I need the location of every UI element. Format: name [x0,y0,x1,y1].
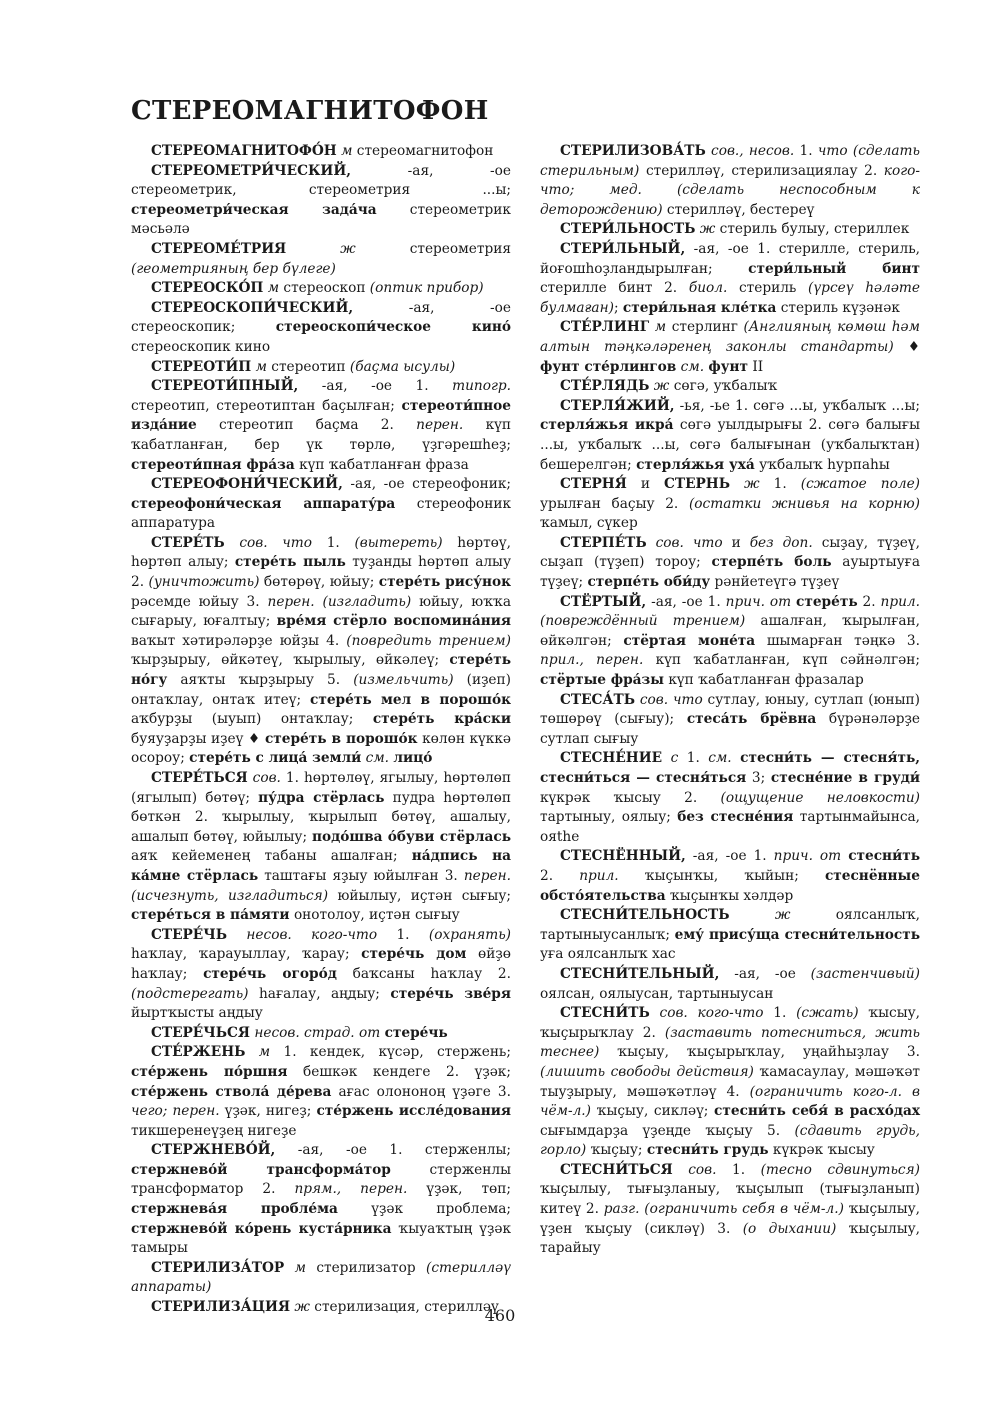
dictionary-entry [131,534,511,769]
entry-grammar-note: м [263,280,280,297]
entry-headword: СТЕ́РЛЯДЬ [560,378,650,395]
entry-text: туҙанды һөртөп алыу 2. [131,554,511,591]
entry-text: күп ҡабатланған, күп сәйнәлгән; [643,652,920,669]
entry-grammar-note: с [662,750,679,767]
entry-text: буяуҙарҙы иҙеү ♦ [131,730,265,747]
entry-text: стериль [727,280,809,297]
entry-text: стерлинг [666,319,744,336]
entry-grammar-note: ж [649,378,670,395]
entry-example: стержнево́й ко́рень куста́рника [131,1220,392,1237]
entry-text: оялсан, оялыусан, тартыныусан [540,985,774,1002]
entry-text: күкрәк ҡысыу 2. [540,789,721,806]
entry-example: ему́ прису́ща стесни́тельность [674,926,920,943]
entry-text: өйҙө һаҡлау; [131,946,511,982]
entry-example: стержнева́я пробле́ма [131,1201,338,1218]
dictionary-entry [540,142,920,220]
page-number: 460 [484,1306,516,1325]
entry-grammar-note: ж [729,907,791,924]
dictionary-entry [540,534,920,593]
entry-headword: СТЕРПЕ́ТЬ [560,534,647,551]
entry-grammar-note: (үрсеү һәләте булмаған) [540,280,921,316]
entry-text: урылған баҫыу 2. [540,495,689,512]
dictionary-entry [540,965,920,1004]
entry-text: -ая, -ое [719,965,811,982]
entry-headword: СТЕРНЬ [663,476,731,493]
entry-text: стереотип баҫма 2. [196,417,417,434]
entry-text: аҡбурҙы (ыуып) онтаҡлау; [131,711,373,728]
entry-grammar-note: см. [708,750,732,767]
entry-headword: СТЕСА́ТЬ [560,691,636,708]
entry-grammar-note: (баҫма ысулы) [349,358,456,375]
entry-example: стере́ть мел в порошо́к [310,691,511,708]
entry-grammar-note: разг. (ограничить себя в чём-л.) [603,1201,844,1218]
entry-example: стерля́жья уха́ [636,456,755,473]
entry-text [732,750,741,766]
entry-text: уҡбалыҡ һурпаһы [754,456,890,473]
dictionary-entry [131,1024,511,1044]
entry-text: 1. һөртөлөү, ягылыу, һөртөлөп (ягылып) бөтөү; [131,770,512,806]
entry-grammar-note: (сдавить грудь, горло) [540,1122,920,1159]
entry-example: стери́льный бинт [748,260,920,277]
dictionary-entry [540,240,920,318]
entry-text: ағас олононоң үҙәге 3. [331,1083,511,1100]
entry-text: стерилизатор [305,1259,426,1276]
entry-headword: СТЕРЕОТИ́ПНЫЙ, [151,378,299,395]
entry-text: ; [613,299,623,316]
entry-headword: СТЕРЕОФОНИ́ЧЕСКИЙ, [151,476,343,493]
entry-example: стерпе́ть оби́ду [587,574,711,591]
entry-text: тартынмайынса, ояthe [540,809,920,845]
entry-text: стереоскоп [279,280,370,297]
entry-grammar-note: м [284,1259,306,1276]
entry-grammar-note: сов. что [646,534,723,551]
dictionary-entry [540,749,920,847]
entry-grammar-note: (заставить потесниться, жить теснее) [540,1024,921,1061]
entry-headword: СТЕРИЛИЗА́ТОР [151,1259,285,1276]
entry-text: ҡыҫынҡы хәлдәр [665,887,794,904]
dictionary-entry [540,691,920,750]
entry-grammar-note: сов. что [224,534,313,551]
entry-grammar-note: (тесно сдвинуться) [760,1161,920,1178]
entry-text: баҡсаны һаҡлау 2. [336,965,511,982]
entry-text: һаҡлау, ҡарауыллау, ҡарау; [131,946,362,963]
entry-example: стёртая моне́та [623,632,756,649]
entry-text: 1. [312,534,355,551]
entry-text: аяҡты ҡырҙырыу 5. [167,672,354,689]
entry-text: стериль булыу, стериллек [715,221,910,238]
entry-grammar-note: ж [290,1299,310,1316]
entry-example: стере́ть рису́нок [378,574,511,591]
entry-example: стёртые фра́зы [540,672,665,689]
entry-example: стесни́ть — стесня́ть, стесни́ться — стесня́ться [540,750,920,786]
entry-text: таштағы яҙыу юйылған 3. [258,867,464,884]
entry-grammar-note: сов. кого-что [649,1005,764,1022]
entry-text: стерженлы трансформатор 2. [131,1161,511,1198]
entry-text: бөтөрөү, юйыу; [259,574,379,591]
entry-grammar-note: кого-что; мед. (сделать неспособным к деторождению) [540,162,920,218]
entry-headword: СТЕРИЛИЗА́ЦИЯ [151,1299,291,1316]
entry-headword: СТЕРЛЯ́ЖИЙ, [560,397,675,414]
entry-text: стереофоник аппаратура [131,495,511,532]
entry-text: ҡыҫылыу, тарайыу [540,1220,921,1257]
entry-text: ашалған, ҡырылған, өйкәлгән; [540,613,920,649]
dictionary-entry [131,279,511,299]
entry-text: 1. [377,926,429,943]
entry-text: юйылыу, иҫтән сығыу; [328,887,511,904]
entry-grammar-note: м [649,319,667,336]
entry-headword: СТЕСНИ́ТЬСЯ [560,1161,673,1178]
entry-example: стере́чь [384,1024,448,1041]
entry-grammar-note: прил. [579,867,619,884]
entry-text: сыҙау, түҙеү, сыҙап (түҙеп) тороу; [540,534,920,571]
entry-grammar-note: (оптик прибор) [369,280,484,297]
dictionary-entry [131,299,511,358]
entry-headword: СТЕРИ́ЛЬНЫЙ, [560,240,686,257]
entry-text: (иҙеп) онтаҡлау, онтаҡ итеү; [131,672,511,708]
entry-headword: СТЕСНИ́ТЕЛЬНЫЙ, [560,965,720,982]
entry-text: үҙәк, нигеҙ; [219,1103,317,1120]
entry-example: на́дпись на ка́мне стёрлась [131,848,511,884]
entry-headword: СТЕРИЛИЗОВА́ТЬ [560,143,706,159]
dictionary-entry [540,318,920,377]
entry-example: стесни́ть [848,848,920,865]
dictionary-entry [131,142,511,162]
entry-text: -ья, -ье 1. сөгә ...ы, уҡбалыҡ ...ы; [674,397,920,414]
entry-example: вре́мя стёрло воспомина́ния [276,613,511,630]
dictionary-entry [131,162,511,240]
entry-text: сутлау, юныу, сутлап (юнып) төшөрөү (сығыу); [540,691,920,728]
entry-text: 1. [794,143,818,159]
entry-text: онотолоу, иҫтән сығыу [289,907,460,924]
entry-text: пудра һөртөлөп бөткән 2. ҡырылыу, ҡырылып бөтөү, ашалыу, ашалып бөтөү, юйылыу; [131,789,511,845]
entry-text: һағалау, аңдыу; [248,985,391,1002]
entry-example: стере́ть с лица́ земли́ [189,750,362,767]
entry-grammar-note: сов. что [635,691,703,708]
entry-text: -ая, -ое стереометрик, стереометрия ...ы; [131,162,511,199]
entry-text: -ая, -ое стереофоник; [342,476,511,493]
dictionary-entry [540,1004,920,1161]
dictionary-entry [540,220,920,240]
entry-grammar-note: м [336,143,353,159]
entry-headword: СТЕРЕОМЕТРИ́ЧЕСКИЙ, [151,162,352,179]
entry-grammar-note: (застенчивый) [810,965,920,982]
entry-text: стериль күҙәнәк [776,299,900,316]
entry-text: күкрәк ҡысыу [768,1142,875,1159]
entry-text: ваҡыт хәтирәләрҙе юйҙы 4. [131,632,347,649]
entry-text: ҡырҙырыу, өйкәтеү, ҡырылыу, өйкәлеү; [131,652,450,669]
entry-headword: СТЕ́РЖЕНЬ [151,1044,246,1061]
entry-text: и [626,476,664,493]
entry-text: шымарған тәңкә 3. [755,632,920,649]
entry-grammar-note: м [251,358,267,375]
entry-grammar-note: (уничтожить) [148,574,260,591]
entry-grammar-note: (вытереть) [354,534,443,551]
entry-text: ҡыҫыу, ҡыҫырыҡлау, уңайһыҙлау 3. [599,1044,920,1061]
entry-example: стере́ть но́гу [131,652,511,689]
dictionary-entry [131,358,511,378]
entry-text: бүрәнәләрҙе сутлап сығыу [540,711,920,747]
entry-example: сте́ржень ствола́ де́рева [131,1083,332,1100]
entry-text: стереомагнитофон [352,143,494,159]
entry-example: без стесне́ния [677,809,794,826]
entry-text: үҙәк проблема; [337,1201,511,1218]
entry-example: фунт сте́рлингов [540,358,677,375]
entry-headword: СТЕРЕОСКОПИ́ЧЕСКИЙ, [151,299,354,316]
entry-text: стереометрик мәсьәлә [131,201,511,238]
entry-grammar-note: перен. (исчезнуть, изгладиться) [131,867,511,904]
entry-grammar-note: прич. от [725,593,792,610]
running-head: СТЕРЕОМАГНИТОФОН [131,96,489,126]
entry-example: пу́дра стёрлась [258,789,385,806]
entry-headword: СТЕ́РЛИНГ [560,319,650,336]
entry-text: 1. [763,1005,797,1022]
entry-headword: СТЕРЕОТИ́П [151,358,252,375]
entry-headword: СТЕРЕОСКО́П [151,280,264,297]
entry-example: стесни́ть себя́ в расхо́дах [714,1103,920,1120]
entry-headword: СТЕСНИ́ТЬ [560,1005,650,1022]
entry-text: ҡамасаулау, мәшәҡәт тыуҙырыу, мәшәҡәтләү 4. [540,1063,920,1100]
entry-text: һөртөү, һөртөп алыу; [131,534,511,571]
entry-example: стерля́жья икра́ [540,417,674,434]
entry-grammar-note: (сжать) [796,1005,859,1022]
entry-text: ҡыҫыу, сикләү; [591,1103,715,1120]
entry-grammar-note: (лишить свободы действия) [540,1063,754,1080]
entry-text: -ая, -ое 1. стерженлы; [275,1142,511,1159]
entry-text: 1. [678,750,709,767]
entry-text: ҡыҫылыу, тығыҙланыу, ҡыҫылып (тығыҙланып) китеү 2. [540,1181,920,1218]
entry-example: стереометри́ческая зада́ча [131,201,377,218]
entry-text: стереометрия [355,240,511,257]
entry-grammar-note: сов., несов. [705,143,795,159]
entry-headword: СТЕРЕ́ТЬСЯ [151,770,248,786]
entry-grammar-note: без доп. [749,534,813,551]
dictionary-entry [131,377,511,475]
entry-grammar-note: сов. [672,1161,717,1178]
entry-text: стереотип [266,358,350,375]
entry-text: стереотип, стереотиптан баҫылған; [131,397,402,414]
entry-text: ҡыҫыу; [586,1142,647,1159]
entry-text: тикшеренеүҙең нигеҙе [131,1122,297,1139]
entry-example: стереоти́пное изда́ние [131,397,511,434]
entry-example: подо́шва о́буви стёрлась [311,828,511,845]
entry-example: стере́ть в порошо́к [264,730,418,747]
entry-text: ҡыҫынҡы, ҡыйын; [618,867,825,884]
dictionary-entry [131,1141,511,1259]
entry-headword: СТЕРЕ́ЧЬСЯ [151,1024,250,1041]
dictionary-entry [540,847,920,906]
entry-example: фунт [708,358,749,375]
entry-example: стесни́ть грудь [646,1142,769,1159]
entry-grammar-note: несов. страд. от [250,1024,381,1041]
entry-text: тартыныу, оялыу; [540,809,678,826]
entry-text: ҡамыл, сүкер [540,515,638,532]
dictionary-entry [540,906,920,965]
entry-grammar-note: (подстерегать) [131,985,249,1002]
entry-text: 3; [746,770,771,786]
dictionary-entry [540,377,920,397]
entry-grammar-note: сов. [247,770,281,786]
entry-grammar-note: см. [361,750,390,767]
entry-text: ♦ [893,338,920,355]
entry-text: сығымдарҙа үҙеңде ҡыҫыу 5. [540,1122,795,1139]
entry-grammar-note: прил., перен. [540,652,644,669]
entry-headword: СТЕСНЁННЫЙ, [560,848,686,865]
dictionary-entry [131,926,511,1024]
entry-grammar-note: ж [730,476,760,493]
entry-text: сөгә уылдырығы 2. сөгә балығы ...ы, уҡбалыҡ ...ы, сөгә балығынан (уҡбалыҡтан) бешерелгән; [540,417,920,473]
entry-example: стереоти́пная фра́за [131,456,295,473]
entry-headword: СТЕРИ́ЛЬНОСТЬ [560,221,696,238]
entry-text: юйыу, юҡҡа сығарыу, юғалтыу; [131,593,511,630]
dictionary-entry [131,1259,511,1298]
entry-example: стере́чь огоро́д [203,965,337,982]
entry-example: стеснённые обсто́ятельства [540,867,920,904]
entry-example: лицо́ [393,750,433,767]
entry-grammar-note: перен. (изгладить) [267,593,412,610]
entry-grammar-note: см. [676,358,705,375]
entry-example: стере́чь зве́ря [390,985,511,1002]
entry-example: стерпе́ть боль [711,554,832,571]
entry-grammar-note: прич. от [773,848,842,865]
entry-text: көлөн күккә осороу; [131,730,511,767]
dictionary-entry [131,475,511,534]
entry-text: бешкәк кендеге 2. үҙәк; [287,1063,511,1080]
entry-example: стере́ть пыль [234,554,346,571]
entry-text: уға оялсанлыҡ хас [540,946,676,963]
entry-text: ауыртыуға түҙеү; [540,554,920,591]
entry-example: стере́ться в па́мяти [131,907,290,924]
entry-text: стерилләү, стерилизациялау 2. [639,162,884,179]
entry-text: 1. [716,1161,761,1178]
entry-text: ҡыуаҡтың үҙәк тамыры [131,1220,511,1257]
entry-headword: СТЕРЕОМАГНИТОФО́Н [151,143,337,159]
entry-grammar-note: (Англияның көмөш һәм алтын тәңкәләренең законлы стандарты) [540,319,920,355]
entry-text: аяҡ кейеменең табаны ашалған; [131,848,412,865]
entry-text: -ая, -ое 1. [298,378,453,395]
entry-example: стере́ть кра́ски [372,711,511,728]
entry-text: оялсанлыҡ, тартыныусанлыҡ; [540,907,920,943]
entry-grammar-note: прям., перен. [294,1181,408,1198]
entry-grammar-note: (стерилләү аппараты) [131,1259,511,1296]
entry-grammar-note: ж [286,240,356,257]
entry-grammar-note: (повредить трением) [346,632,511,649]
entry-headword: СТЕРЕ́ЧЬ [151,926,228,943]
entry-text: 2. [857,593,881,610]
entry-text: II [748,358,764,375]
entry-text: стерилләү, бестереү [662,201,815,218]
entry-headword: СТЕСНИ́ТЕЛЬНОСТЬ [560,907,730,924]
entry-text: -ая, -ое 1. [685,848,774,865]
entry-grammar-note: (ограничить кого-л. в чём-л.) [540,1083,920,1120]
entry-grammar-note: прил. (повреждённый трением) [540,593,920,630]
entry-grammar-note: ж [695,221,716,238]
entry-text: -ая, -ое 1. стерилле, стериль, йоғошһоҙландырылған; [540,240,920,277]
entry-grammar-note: (остатки жнивья на корню) [688,495,920,512]
entry-text: стереоскопик кино [131,338,271,355]
entry-grammar-note: (охранять) [428,926,511,943]
entry-grammar-note: (ощущение неловкости) [720,789,920,806]
entry-grammar-note: (измельчить) [353,672,454,689]
entry-text: күп ҡабатланған фразалар [664,672,864,689]
entry-text: и [722,534,750,551]
entry-text: 2. [540,867,580,884]
left-column [131,142,511,1318]
entry-grammar-note: (о дыхании) [742,1220,837,1237]
entry-text: күп ҡабатланған, бер үк төрлө, үҙгәрешһеҙ; [131,417,511,453]
entry-text: ҡысыу, ҡыҫырыҡлау 2. [540,1005,920,1041]
entry-headword: СТЕРЕОМЕ́ТРИЯ [151,240,287,257]
entry-text: ҡыҫылыу, үҙен ҡыҫыу (сикләү) 3. [540,1201,921,1237]
dictionary-entry [540,475,920,534]
entry-example: стере́ть [796,593,858,610]
entry-example: сте́ржень по́ршня [131,1063,288,1080]
entry-text: -ая, -ое 1. [646,593,726,610]
entry-headword: СТЁРТЫЙ, [560,593,647,610]
entry-text: стерилле бинт 2. [540,280,689,297]
entry-text: үҙәк, төп; [407,1181,511,1198]
entry-text: 1. [759,476,801,493]
entry-headword: СТЕРЖНЕВО́Й, [151,1142,276,1159]
entry-example: стеса́ть брёвна [686,711,817,728]
entry-text: 1. кендек, күсәр, стержень; [270,1044,511,1061]
dictionary-entry [131,240,511,279]
entry-example: стереофони́ческая аппарату́ра [131,495,396,512]
entry-text: күп ҡабатланған фраза [294,456,469,473]
entry-example: стесне́ние в груди́ [770,770,921,786]
entry-grammar-note: несов. кого-что [227,926,378,943]
entry-text: сөгә, уҡбалыҡ [669,378,778,395]
entry-grammar-note: биол. [688,280,728,297]
dictionary-entry [131,769,511,926]
dictionary-entry [540,593,920,691]
entry-example: стержнево́й трансформа́тор [131,1161,391,1178]
entry-grammar-note: перен. [416,417,464,434]
entry-text: рәсемде юйыу 3. [131,593,268,610]
entry-grammar-note: м [245,1044,271,1061]
entry-headword: СТЕРНЯ́ [560,476,627,493]
entry-example: стере́чь дом [361,946,467,963]
entry-grammar-note: (геометрияның бер бүлеге) [131,260,336,277]
dictionary-entry [131,1043,511,1141]
entry-text: рәнйетеүгә түҙеү [710,574,840,591]
entry-text: -ая, -ое стереоскопик; [131,299,511,336]
entry-grammar-note: типогр. [452,378,511,395]
right-column [540,142,920,1259]
entry-headword: СТЕСНЕ́НИЕ [560,750,663,767]
entry-example: стереоскопи́ческое кино́ [275,319,512,336]
entry-example: стери́льная кле́тка [622,299,777,316]
entry-grammar-note: (сжатое поле) [800,476,921,493]
entry-text: стерилизация, стерилләү [309,1299,499,1316]
dictionary-entry [540,397,920,475]
dictionary-entry [540,1161,920,1259]
entry-headword: СТЕРЕ́ТЬ [151,534,225,551]
entry-example: сте́ржень иссле́дования [316,1103,511,1120]
entry-grammar-note: чего; перен. [131,1103,220,1120]
entry-grammar-note: что (сделать стерильным) [540,143,920,179]
entry-text: йыртҡысты аңдыу [131,1005,263,1022]
